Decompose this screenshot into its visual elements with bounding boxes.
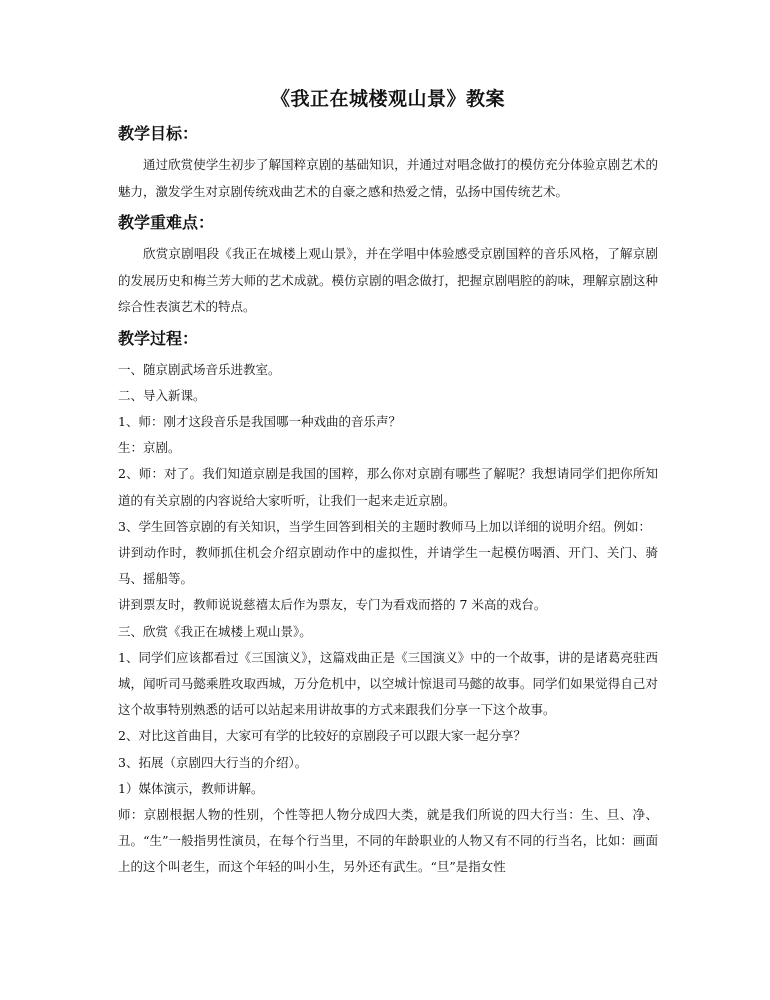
process-line: 2、对比这首曲目，大家可有学的比较好的京剧段子可以跟大家一起分享？ — [118, 728, 526, 744]
process-line: 师：京剧根据人物的性别，个性等把人物分成四大类，就是我们所说的四大行当：生、旦、净、丑。“生”一般指男性演员，在每个行当里，不同的年龄职业的人物又有不同的行当名，比如：画面上的这个叫老生，而这个年轻的叫小生，另外还有武生。“旦”是指女性 — [118, 806, 658, 875]
process-line: 二、导入新课。 — [118, 387, 206, 403]
process-line: 三、欣赏《我正在城楼上观山景》。 — [118, 623, 312, 639]
document-page — [118, 86, 658, 881]
process-line: 1、师：刚才这段音乐是我国哪一种戏曲的音乐声？ — [118, 413, 401, 429]
key-points-paragraph: 欣赏京剧唱段《我正在城楼上观山景》，并在学唱中体验感受京剧国粹的音乐风格，了解京剧的发展历史和梅兰芳大师的艺术成就。模仿京剧的唱念做打，把握京剧唱腔的韵味，理解京剧这种综合性表演艺术的特点。 — [118, 246, 658, 314]
section-heading-key-points: 教学重难点： — [118, 213, 215, 232]
process-line: 1、同学们应该都看过《三国演义》，这篇戏曲正是《三国演义》中的一个故事，讲的是诸葛亮驻西城，闻听司马懿乘胜攻取西城，万分危机中，以空城计惊退司马懿的故事。同学们如果觉得自己对这个故事特别熟悉的话可以站起来用讲故事的方式来跟我们分享一下这个故事。 — [118, 649, 658, 718]
section-heading-process: 教学过程： — [118, 328, 199, 348]
document-title: 《我正在城楼观山景》教案 — [270, 88, 505, 110]
process-line: 一、随京剧武场音乐进教室。 — [118, 361, 281, 377]
section-heading-objectives: 教学目标： — [118, 124, 199, 143]
process-line: 1）媒体演示，教师讲解。 — [118, 780, 264, 796]
process-line: 讲到动作时，教师抓住机会介绍京剧动作中的虚拟性，并请学生一起模仿喝酒、开门、关门、骑马、摇船等。 — [118, 544, 658, 587]
process-line: 2、师：对了。我们知道京剧是我国的国粹，那么你对京剧有哪些了解呢？我想请同学们把你所知道的有关京剧的内容说给大家听听，让我们一起来走近京剧。 — [118, 466, 658, 508]
process-line: 3、拓展（京剧四大行当的介绍）。 — [118, 754, 308, 770]
objectives-paragraph: 通过欣赏使学生初步了解国粹京剧的基础知识，并通过对唱念做打的模仿充分体验京剧艺术的魅力，激发学生对京剧传统戏曲艺术的自豪之感和热爱之情，弘扬中国传统艺术。 — [118, 157, 658, 199]
process-line: 生：京剧。 — [118, 440, 181, 456]
process-line: 3、学生回答京剧的有关知识，当学生回答到相关的主题时教师马上加以详细的说明介绍。例如： — [118, 518, 651, 534]
process-line: 讲到票友时，教师说说慈禧太后作为票友，专门为看戏而搭的 7 米高的戏台。 — [118, 597, 547, 613]
